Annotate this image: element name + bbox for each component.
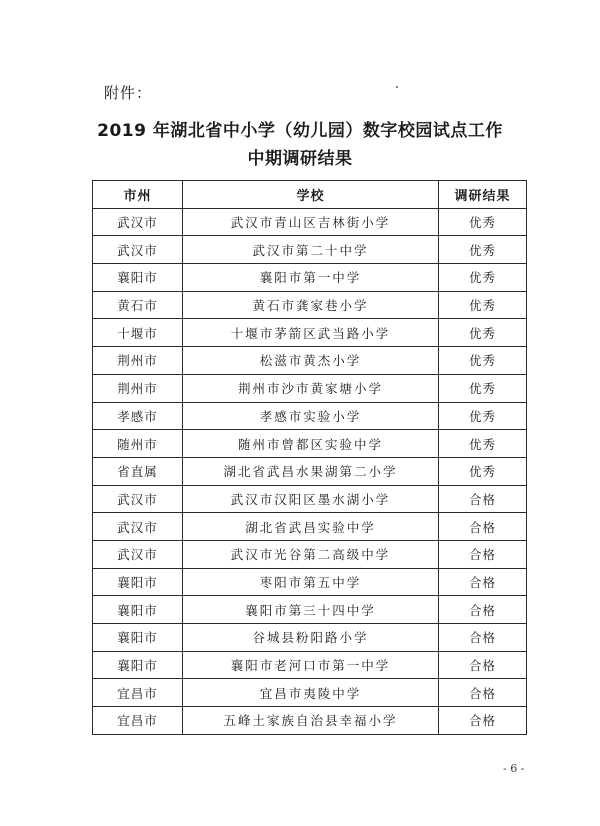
cell-city: 荆州市: [93, 347, 183, 375]
table-row: [93, 264, 527, 292]
cell-school: 武汉市第二十中学: [183, 236, 439, 264]
cell-result: 合格: [439, 679, 527, 707]
cell-result: 合格: [439, 707, 527, 735]
table-row: [93, 208, 527, 236]
table-row: [93, 651, 527, 679]
scan-speck: [396, 86, 398, 88]
table-row: [93, 596, 527, 624]
table-row: [93, 707, 527, 735]
cell-city: 武汉市: [93, 236, 183, 264]
table-row: [93, 319, 527, 347]
cell-school: 湖北省武昌水果湖第二小学: [183, 457, 439, 485]
cell-city: 武汉市: [93, 540, 183, 568]
cell-city: 襄阳市: [93, 568, 183, 596]
table-row: [93, 430, 527, 458]
table-row: [93, 679, 527, 707]
attachment-label: 附件：: [104, 84, 153, 102]
cell-city: 随州市: [93, 430, 183, 458]
cell-school: 五峰土家族自治县幸福小学: [183, 707, 439, 735]
cell-result: 合格: [439, 485, 527, 513]
cell-result: 优秀: [439, 347, 527, 375]
cell-result: 优秀: [439, 291, 527, 319]
cell-city: 十堰市: [93, 319, 183, 347]
cell-school: 襄阳市老河口市第一中学: [183, 651, 439, 679]
cell-school: 襄阳市第一中学: [183, 264, 439, 292]
table-row: [93, 513, 527, 541]
table-row: [93, 568, 527, 596]
cell-city: 武汉市: [93, 208, 183, 236]
table-row: [93, 236, 527, 264]
cell-result: 优秀: [439, 374, 527, 402]
cell-result: 优秀: [439, 402, 527, 430]
cell-school: 襄阳市第三十四中学: [183, 596, 439, 624]
table-row: [93, 347, 527, 375]
table-body: [93, 208, 527, 734]
cell-school: 孝感市实验小学: [183, 402, 439, 430]
cell-city: 襄阳市: [93, 624, 183, 652]
cell-result: 合格: [439, 596, 527, 624]
cell-city: 省直属: [93, 457, 183, 485]
cell-city: 荆州市: [93, 374, 183, 402]
table-row: [93, 291, 527, 319]
cell-city: 宜昌市: [93, 707, 183, 735]
table-row: [93, 457, 527, 485]
document-title-line2: 中期调研结果: [247, 149, 353, 169]
column-header-result: 调研结果: [439, 181, 527, 209]
cell-result: 优秀: [439, 264, 527, 292]
cell-school: 荆州市沙市黄家塘小学: [183, 374, 439, 402]
cell-city: 襄阳市: [93, 264, 183, 292]
cell-city: 襄阳市: [93, 651, 183, 679]
cell-school: 武汉市汉阳区墨水湖小学: [183, 485, 439, 513]
cell-school: 黄石市龚家巷小学: [183, 291, 439, 319]
table-row: [93, 485, 527, 513]
cell-city: 襄阳市: [93, 596, 183, 624]
column-header-city: 市州: [93, 181, 183, 209]
cell-result: 合格: [439, 513, 527, 541]
cell-school: 湖北省武昌实验中学: [183, 513, 439, 541]
cell-city: 宜昌市: [93, 679, 183, 707]
cell-school: 宜昌市夷陵中学: [183, 679, 439, 707]
table-header-row: [93, 181, 527, 209]
cell-city: 黄石市: [93, 291, 183, 319]
column-header-school: 学校: [183, 181, 439, 209]
cell-school: 松滋市黄杰小学: [183, 347, 439, 375]
cell-school: 枣阳市第五中学: [183, 568, 439, 596]
cell-school: 武汉市青山区吉林街小学: [183, 208, 439, 236]
cell-school: 武汉市光谷第二高级中学: [183, 540, 439, 568]
cell-result: 优秀: [439, 236, 527, 264]
cell-city: 武汉市: [93, 513, 183, 541]
table-row: [93, 540, 527, 568]
document-title-line1: 2019 年湖北省中小学（幼儿园）数字校园试点工作: [97, 121, 503, 141]
cell-result: 合格: [439, 540, 527, 568]
cell-result: 优秀: [439, 457, 527, 485]
cell-school: 十堰市茅箭区武当路小学: [183, 319, 439, 347]
cell-school: 谷城县粉阳路小学: [183, 624, 439, 652]
cell-result: 优秀: [439, 430, 527, 458]
results-table: [92, 180, 527, 735]
cell-result: 合格: [439, 624, 527, 652]
table-row: [93, 624, 527, 652]
cell-result: 合格: [439, 651, 527, 679]
cell-city: 武汉市: [93, 485, 183, 513]
table-row: [93, 402, 527, 430]
page-number: - 6 -: [503, 762, 525, 775]
cell-result: 优秀: [439, 208, 527, 236]
cell-result: 合格: [439, 568, 527, 596]
cell-city: 孝感市: [93, 402, 183, 430]
cell-result: 优秀: [439, 319, 527, 347]
table-row: [93, 374, 527, 402]
cell-school: 随州市曾都区实验中学: [183, 430, 439, 458]
